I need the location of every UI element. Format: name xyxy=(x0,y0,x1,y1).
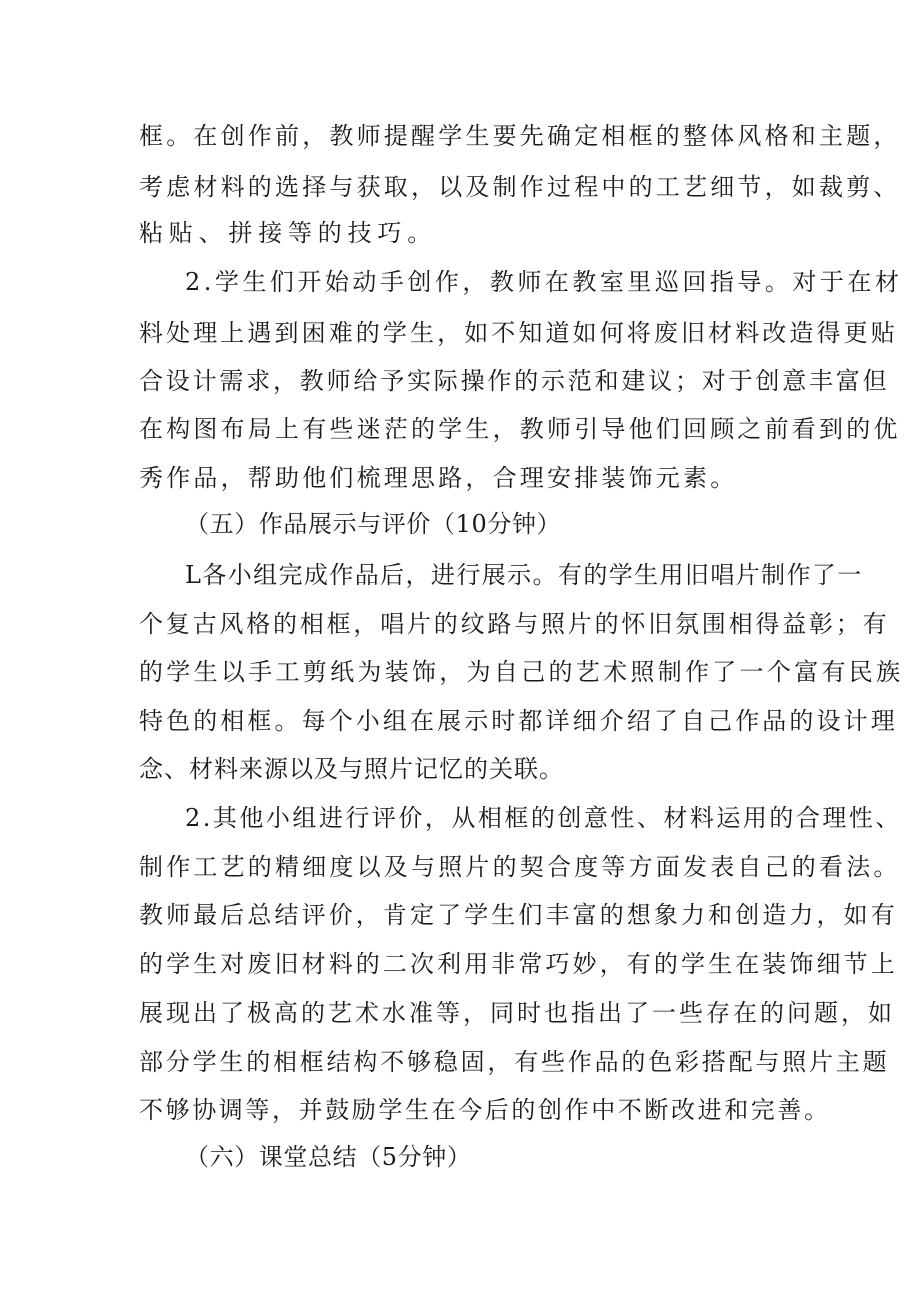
text-line: 不够协调等，并鼓励学生在今后的创作中不断改进和完善。 xyxy=(139,1096,831,1124)
text-line: 的学生对废旧材料的二次利用非常巧妙，有的学生在装饰细节上 xyxy=(139,950,898,978)
paragraph-start: 2.其他小组进行评价，从相框的创意性、材料运用的合理性、 xyxy=(185,804,902,832)
text-line: 料处理上遇到困难的学生，如不知道如何将废旧材料改造得更贴 xyxy=(139,319,898,347)
paragraph-start: L各小组完成作品后，进行展示。有的学生用旧唱片制作了一 xyxy=(185,561,863,589)
section-heading: （六）课堂总结（5分钟） xyxy=(185,1143,472,1171)
text-line: 展现出了极高的艺术水准等，同时也指出了一些存在的问题，如 xyxy=(139,999,895,1027)
text-line: 合设计需求，教师给予实际操作的示范和建议；对于创意丰富但 xyxy=(139,367,890,395)
paragraph-start: 2.学生们开始动手创作，教师在教室里巡回指导。对于在材 xyxy=(185,268,903,296)
text-line: 粘贴、拼接等的技巧。 xyxy=(139,219,437,247)
section-heading: （五）作品展示与评价（10分钟） xyxy=(185,510,562,538)
text-line: 的学生以手工剪纸为装饰，为自己的艺术照制作了一个富有民族 xyxy=(139,658,904,686)
text-line: 在构图布局上有些迷茫的学生，教师引导他们回顾之前看到的优 xyxy=(139,415,901,443)
text-line: 框。在创作前，教师提醒学生要先确定相框的整体风格和主题， xyxy=(139,122,901,150)
text-line: 特色的相框。每个小组在展示时都详细介绍了自己作品的设计理 xyxy=(139,707,898,735)
text-line: 念、材料来源以及与照片记忆的关联。 xyxy=(139,755,564,783)
text-line: 个复古风格的相框，唱片的纹路与照片的怀旧氛围相得益彰；有 xyxy=(139,610,890,638)
text-line: 教师最后总结评价，肯定了学生们丰富的想象力和创造力，如有 xyxy=(139,901,898,929)
text-line: 秀作品，帮助他们梳理思路，合理安排装饰元素。 xyxy=(139,464,738,492)
text-line: 考虑材料的选择与获取，以及制作过程中的工艺细节，如裁剪、 xyxy=(139,173,901,201)
text-line: 制作工艺的精细度以及与照片的契合度等方面发表自己的看法。 xyxy=(139,853,901,881)
text-line: 部分学生的相框结构不够稳固，有些作品的色彩搭配与照片主题 xyxy=(139,1048,890,1076)
